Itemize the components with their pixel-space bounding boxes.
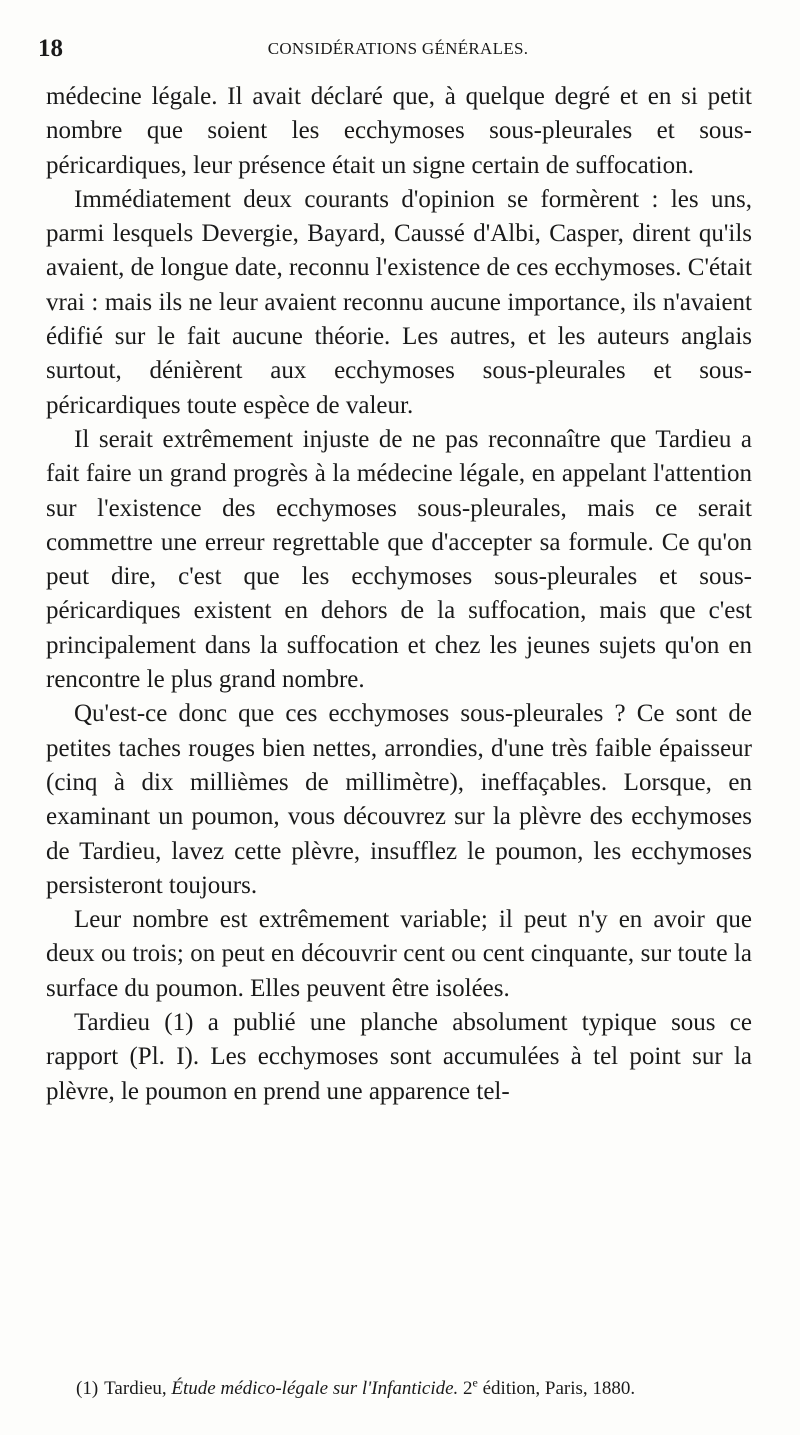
paragraph: Il serait extrêmement injuste de ne pas reconnaître que Tardieu a fait faire un grand progrès à la médecine légale, en appelant l'attention sur l'existence des ecchymoses sous-pleurales, mais ce serait commettre une erreur regrettable que d'accepter sa formule. Ce qu'on peut dire, c'est que les ecchymoses sous-pleurales et sous-péricardiques existent en dehors de la suffocation, mais que c'est principalement dans la suffocation et chez les jeunes sujets qu'on en rencontre le plus grand nombre. xyxy=(46,425,752,694)
footnote-title: Étude médico-légale sur l'Infanticide. xyxy=(171,1378,459,1399)
running-head xyxy=(38,34,758,64)
paragraph: Immédiatement deux courants d'opinion se formèrent : les uns, parmi lesquels Devergie, Bayard, Caussé d'Albi, Casper, dirent qu'ils avaient, de longue date, reconnu l'existence de ces ecchymoses. C'était vrai : mais ils ne leur avaient reconnu aucune importance, ils n'avaient édifié sur le fait aucune théorie. Les autres, et les auteurs anglais surtout, dénièrent aux ecchymoses sous-pleurales et sous-péricardiques toute espèce de valeur. xyxy=(46,185,752,419)
footnote-edition-number: 2 xyxy=(463,1378,473,1399)
section-title: CONSIDÉRATIONS GÉNÉRALES. xyxy=(267,39,529,58)
footnote-edition: édition, Paris, 1880. xyxy=(482,1378,636,1399)
paragraph: Leur nombre est extrêmement variable; il peut n'y en avoir que deux ou trois; on peut en découvrir cent ou cent cinquante, sur toute la surface du poumon. Elles peuvent être isolées. xyxy=(46,906,752,1002)
footnote-marker: (1) xyxy=(76,1378,99,1399)
paragraph: Tardieu (1) a publié une planche absolument typique sous ce rapport (Pl. I). Les ecchymoses sont accumulées à tel point sur la plèvre, le poumon en prend une apparence tel- xyxy=(46,1009,752,1105)
footnote xyxy=(76,1374,766,1404)
page-number: 18 xyxy=(38,35,63,62)
body-text xyxy=(46,80,752,1109)
footnote-author: Tardieu, xyxy=(104,1378,167,1399)
paragraph: Qu'est-ce donc que ces ecchymoses sous-pleurales ? Ce sont de petites taches rouges bien nettes, arrondies, d'une très faible épaisseur (cinq à dix millièmes de millimètre), ineffaçables. Lorsque, en examinant un poumon, vous découvrez sur la plèvre des ecchymoses de Tardieu, lavez cette plèvre, insufflez le poumon, les ecchymoses persisteront toujours. xyxy=(46,700,752,899)
paragraph-continuation: médecine légale. Il avait déclaré que, à quelque degré et en si petit nombre que soient les ecchymoses sous-pleurales et sous-péricardiques, leur présence était un signe certain de suffocation. xyxy=(46,83,752,179)
footnote-edition-superscript: e xyxy=(472,1375,478,1390)
